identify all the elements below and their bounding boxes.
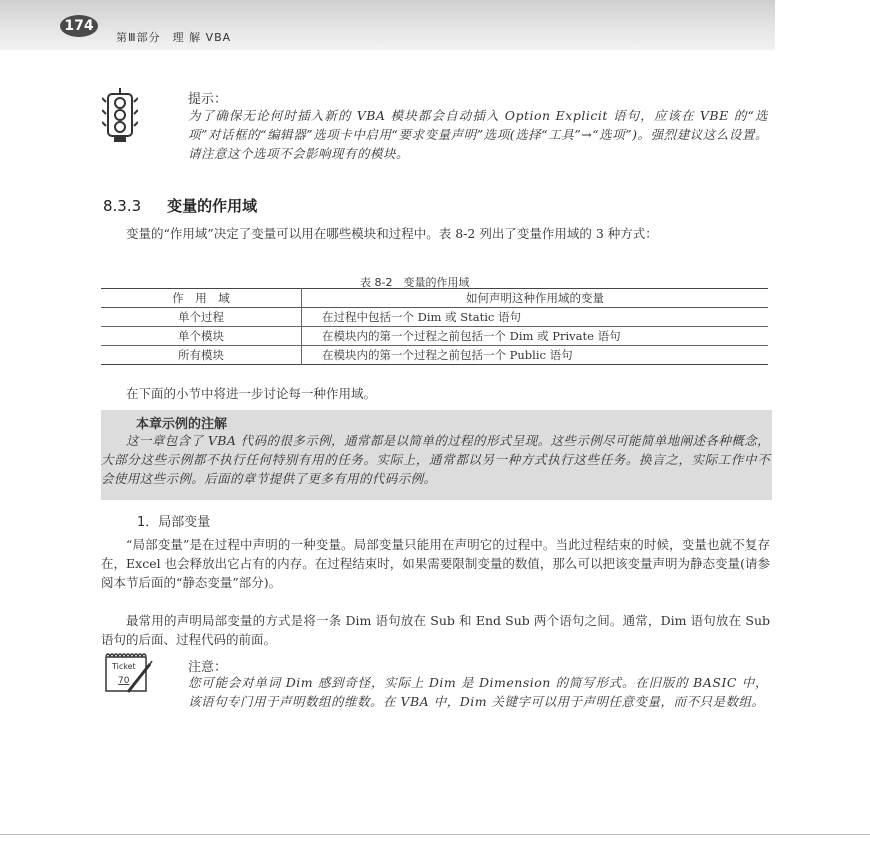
section-heading [103,195,257,216]
example-note-title: 本章示例的注解 [136,417,228,432]
table-row [101,308,768,327]
after-table-text: 在下面的小节中将进一步讨论每一种作用域。 [126,386,377,401]
section-number: 8.3.3 [103,197,142,215]
table-cell: 单个过程 [101,308,302,327]
local-para-2: 最常用的声明局部变量的方式是将一条 Dim 语句放在 Sub 和 End Sub 两个语句之间。通常，Dim 语句放在 Sub 语句的后面、过程代码的前面。 [101,613,770,647]
example-note-text: 这一章包含了 VBA 代码的很多示例，通常都是以简单的过程的形式呈现。这些示例尽可能简单地阐述各种概念，大部分这些示例都不执行任何特别有用的任务。实际上，通常都以另一种方式执行这些任务。换言之，实际工作中不会使用这些示例。后面的章节提供了更多有用的代码示例。 [101,433,770,486]
running-head: 第Ⅲ部分 理 解 VBA [116,31,232,44]
local-para-1: “局部变量”是在过程中声明的一种变量。局部变量只能用在声明它的过程中。当此过程结束的时候，变量也就不复存在，Excel 也会释放出它占有的内存。在过程结束时，如果需要限制变量的数值，那么可以把该变量声明为静态变量(请参阅本节后面的“静态变量”部分)。 [101,537,770,590]
table-cell: 在过程中包括一个 Dim 或 Static 语句 [322,310,522,324]
ticket-icon-number: 70 [118,676,130,686]
page-bottom-rule [0,834,870,835]
note-label: 注意： [188,660,228,675]
table-caption: 表 8-2 变量的作用域 [360,276,470,289]
traffic-light-icon [102,88,138,144]
table-cell: 在模块内的第一个过程之前包括一个 Dim 或 Private 语句 [322,329,621,343]
table-row [101,327,768,346]
note-text: 您可能会对单词 Dim 感到奇怪，实际上 Dim 是 Dimension 的简写形式。在旧版的 BASIC 中，该语句专门用于声明数组的维数。在 VBA 中，Dim 关键字可以用于声明任意变量，而不只是数组。 [188,675,768,709]
table-header-row [101,289,768,308]
ticket-icon-label: Ticket [112,662,136,671]
scope-table [101,288,768,365]
section-intro: 变量的“作用域”决定了变量可以用在哪些模块和过程中。表 8-2 列出了变量作用域的 3 种方式： [126,226,658,241]
tip-label: 提示： [188,92,228,107]
tip-text: 为了确保无论何时插入新的 VBA 模块都会自动插入 Option Explicit 语句，应该在 VBE 的“选项”对话框的“编辑器”选项卡中启用“要求变量声明”选项(选择“工具”→“选项”)。强烈建议这么设置。请注意这个选项不会影响现有的模块。 [188,108,768,161]
page-number: 174 [60,15,98,37]
table-cell: 在模块内的第一个过程之前包括一个 Public 语句 [322,348,573,362]
section-title: 变量的作用域 [167,197,258,215]
table-cell: 单个模块 [101,327,302,346]
ticket-icon [104,652,154,696]
table-header-cell: 作 用 域 [101,289,302,308]
subsection-title: 1．局部变量 [137,515,211,530]
table-cell: 所有模块 [101,346,302,365]
table-header-cell: 如何声明这种作用域的变量 [466,291,604,305]
table-row [101,346,768,365]
